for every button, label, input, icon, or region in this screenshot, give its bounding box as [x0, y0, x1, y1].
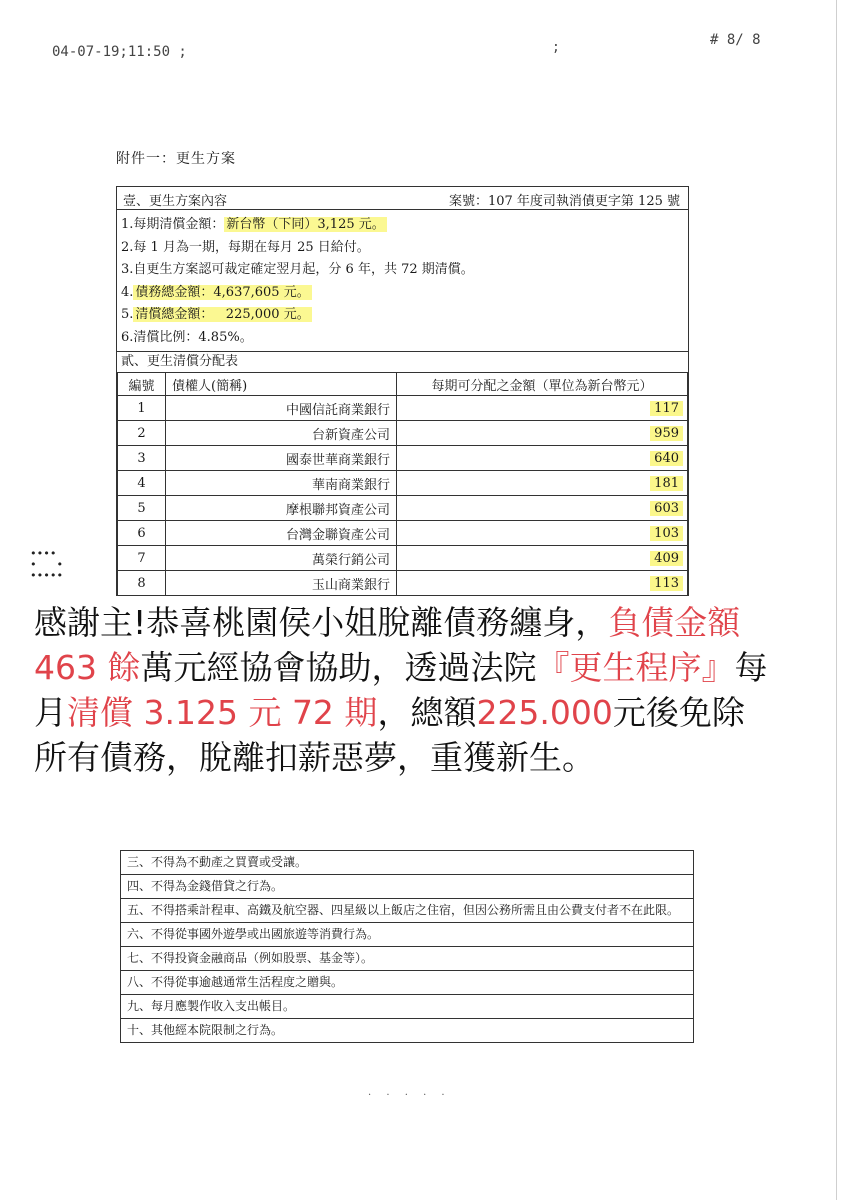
row-number-cell: 1	[118, 396, 166, 421]
row-number-cell: 2	[118, 421, 166, 446]
plan-section-title: 壹、更生方案內容	[123, 194, 228, 209]
column-header-amount: 每期可分配之金額（單位為新台幣元）	[397, 373, 688, 396]
restriction-item: 十、其他經本院限制之行為。	[121, 1018, 693, 1042]
amount-cell: 103	[650, 526, 683, 541]
restriction-item: 四、不得為金錢借貸之行為。	[121, 874, 693, 898]
amount-column-cell	[397, 446, 688, 471]
page-edge-line	[836, 0, 837, 1200]
table-row	[118, 471, 688, 496]
row-number-cell: 6	[118, 521, 166, 546]
amount-cell: 113	[650, 576, 683, 591]
plan-line	[121, 237, 688, 260]
table-header-row	[118, 373, 688, 396]
creditor-cell: 玉山商業銀行	[166, 571, 397, 596]
amount-cell: 181	[650, 476, 683, 491]
text-segment: 4.	[121, 284, 134, 300]
text-segment: 清償總金額： 225,000 元。	[135, 307, 310, 322]
text-segment: 萬元經協會協助，透過法院	[140, 648, 537, 687]
amount-cell: 640	[650, 451, 683, 466]
amount-column-cell	[397, 546, 688, 571]
text-segment: 6.清償比例：4.85%。	[121, 329, 253, 345]
table-row	[118, 496, 688, 521]
plan-line	[121, 304, 688, 327]
amount-cell: 409	[650, 551, 683, 566]
text-segment: 5.	[121, 307, 134, 322]
fax-page-number: # 8/ 8	[710, 32, 761, 48]
amount-cell: 117	[650, 401, 683, 416]
plan-header	[117, 187, 688, 210]
table-row	[118, 396, 688, 421]
table-row	[118, 446, 688, 471]
amount-column-cell	[397, 521, 688, 546]
table-row	[118, 521, 688, 546]
creditor-cell: 台新資產公司	[166, 421, 397, 446]
column-header-creditor: 債權人(簡稱)	[166, 373, 397, 396]
plan-line	[121, 327, 688, 350]
text-segment: 新台幣（下同）3,125 元。	[226, 217, 385, 232]
creditor-cell: 摩根聯邦資產公司	[166, 496, 397, 521]
fax-timestamp: 04-07-19;11:50 ;	[52, 44, 187, 60]
amount-column-cell	[397, 571, 688, 596]
amount-cell: 959	[650, 426, 683, 441]
amount-column-cell	[397, 421, 688, 446]
scan-artifact-dots: •••• • • •••••	[30, 547, 64, 582]
text-segment: 1.每期清償金額：	[121, 217, 225, 232]
amount-column-cell	[397, 496, 688, 521]
row-number-cell: 8	[118, 571, 166, 596]
restriction-item: 七、不得投資金融商品（例如股票、基金等）。	[121, 946, 693, 970]
attachment-title: 附件一：更生方案	[116, 151, 236, 167]
restriction-item: 六、不得從事國外遊學或出國旅遊等消費行為。	[121, 922, 693, 946]
column-header-number: 編號	[118, 373, 166, 396]
amount-column-cell	[397, 471, 688, 496]
text-segment: 感謝主!恭喜桃園侯小姐脫離債務纏身，	[34, 603, 609, 642]
text-segment: 3.自更生方案認可裁定確定翌月起，分 6 年，共 72 期清償。	[121, 262, 474, 277]
fax-separator: ;	[552, 40, 560, 55]
text-segment: 『更生程序』	[536, 648, 735, 687]
plan-line	[121, 282, 688, 305]
text-segment: 225.000	[476, 693, 613, 732]
plan-lines	[117, 210, 688, 351]
table-row	[118, 571, 688, 596]
restriction-item: 五、不得搭乘計程車、高鐵及航空器、四星級以上飯店之住宿，但因公務所需且由公費支付者不在此限。	[121, 898, 693, 922]
distribution-title: 貳、更生清償分配表	[117, 351, 688, 372]
amount-cell: 603	[650, 501, 683, 516]
plan-box	[116, 186, 689, 597]
scan-artifact-marks: . . . . .	[368, 1087, 451, 1098]
row-number-cell: 5	[118, 496, 166, 521]
announcement-text	[34, 600, 774, 780]
text-segment: ，總額	[377, 693, 477, 732]
distribution-table	[117, 372, 688, 596]
plan-line	[121, 259, 688, 282]
text-segment: 元後免除所有債務，脫離扣薪惡夢，重獲新生。	[34, 693, 745, 777]
plan-line	[121, 214, 688, 237]
creditor-cell: 國泰世華商業銀行	[166, 446, 397, 471]
row-number-cell: 7	[118, 546, 166, 571]
table-row	[118, 421, 688, 446]
creditor-cell: 台灣金聯資產公司	[166, 521, 397, 546]
restriction-item: 三、不得為不動產之買賣或受讓。	[121, 850, 693, 874]
row-number-cell: 4	[118, 471, 166, 496]
creditor-cell: 萬榮行銷公司	[166, 546, 397, 571]
restrictions-box	[120, 850, 694, 1043]
creditor-cell: 中國信託商業銀行	[166, 396, 397, 421]
text-segment: 每月	[34, 648, 768, 732]
text-segment: 負債金額 463 餘	[34, 603, 741, 687]
creditor-cell: 華南商業銀行	[166, 471, 397, 496]
case-number: 案號：107 年度司執消債更字第 125 號	[448, 194, 680, 209]
table-row	[118, 546, 688, 571]
text-segment: 2.每 1 月為一期，每期在每月 25 日給付。	[121, 239, 370, 255]
text-segment: 債務總金額：4,637,605 元。	[135, 284, 310, 300]
restriction-item: 九、每月應製作收入支出帳目。	[121, 994, 693, 1018]
row-number-cell: 3	[118, 446, 166, 471]
amount-column-cell	[397, 396, 688, 421]
text-segment: 清償 3.125 元 72 期	[67, 693, 378, 732]
restriction-item: 八、不得從事逾越通常生活程度之贈與。	[121, 970, 693, 994]
